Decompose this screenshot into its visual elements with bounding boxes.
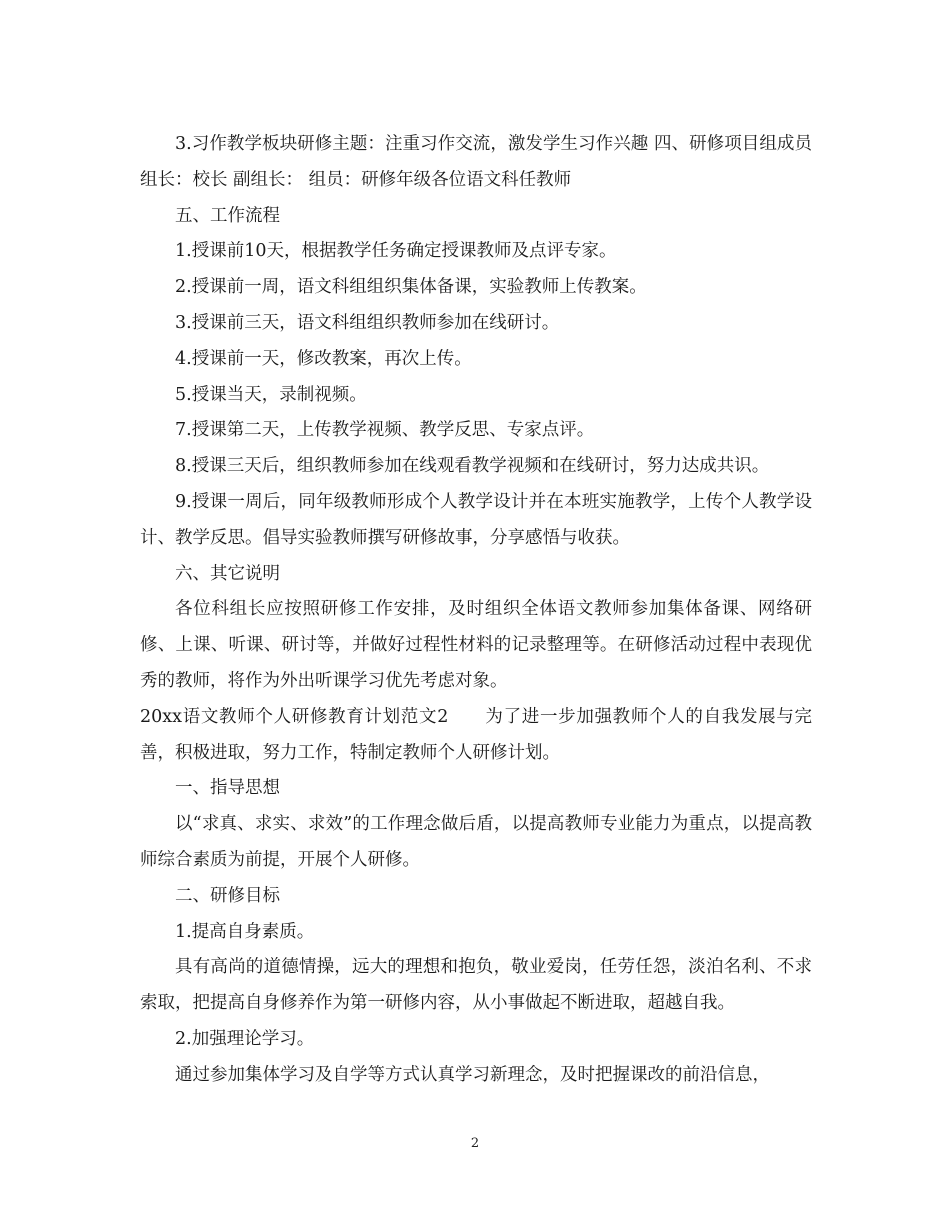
paragraph-10: 9.授课一周后，同年级教师形成个人教学设计并在本班实施教学，上传个人教学设计、教学反思。倡导实验教师撰写研修故事，分享感悟与收获。 xyxy=(140,491,812,548)
paragraph-13: 20xx语文教师个人研修教育计划范文2 为了进一步加强教师个人的自我发展与完善，积极进取，努力工作，特制定教师个人研修计划。 xyxy=(140,706,812,763)
page-number: 2 xyxy=(470,1136,480,1151)
paragraph-3: 1.授课前10天，根据教学任务确定授课教师及点评专家。 xyxy=(175,241,617,262)
paragraph-1: 3.习作教学板块研修主题：注重习作交流，激发学生习作兴趣 四、研修项目组成员 组长：校长 副组长： 组员：研修年级各位语文科任教师 xyxy=(140,134,812,190)
document-body xyxy=(140,127,812,1094)
paragraph-12: 各位科组长应按照研修工作安排，及时组织全体语文教师参加集体备课、网络研修、上课、听课、研讨等，并做好过程性材料的记录整理等。在研修活动过程中表现优秀的教师，将作为外出听课学习优先考虑对象。 xyxy=(140,599,812,691)
paragraph-19: 2.加强理论学习。 xyxy=(175,1028,315,1049)
heading-other-notes: 六、其它说明 xyxy=(175,563,280,584)
heading-guiding-thought: 一、指导思想 xyxy=(175,778,280,799)
paragraph-15: 以“求真、求实、求效”的工作理念做后盾，以提高教师专业能力为重点，以提高教师综合素质为前提，开展个人研修。 xyxy=(140,814,812,870)
heading-work-process: 五、工作流程 xyxy=(175,205,280,226)
paragraph-4: 2.授课前一周，语文科组组织集体备课，实验教师上传教案。 xyxy=(175,277,647,298)
paragraph-18: 具有高尚的道德情操，远大的理想和抱负，敬业爱岗，任劳任怨，淡泊名利、不求索取，把提高自身修养作为第一研修内容，从小事做起不断进取，超越自我。 xyxy=(140,957,812,1014)
paragraph-20: 通过参加集体学习及自学等方式认真学习新理念，及时把握课改的前沿信息， xyxy=(175,1064,770,1085)
paragraph-8: 7.授课第二天，上传教学视频、教学反思、专家点评。 xyxy=(175,420,595,441)
paragraph-6: 4.授课前一天，修改教案，再次上传。 xyxy=(175,348,472,369)
paragraph-9: 8.授课三天后，组织教师参加在线观看教学视频和在线研讨，努力达成共识。 xyxy=(175,456,770,477)
heading-training-goals: 二、研修目标 xyxy=(175,885,280,906)
paragraph-5: 3.授课前三天，语文科组组织教师参加在线研讨。 xyxy=(175,312,560,333)
paragraph-17: 1.提高自身素质。 xyxy=(175,921,315,942)
paragraph-7: 5.授课当天，录制视频。 xyxy=(175,384,367,405)
